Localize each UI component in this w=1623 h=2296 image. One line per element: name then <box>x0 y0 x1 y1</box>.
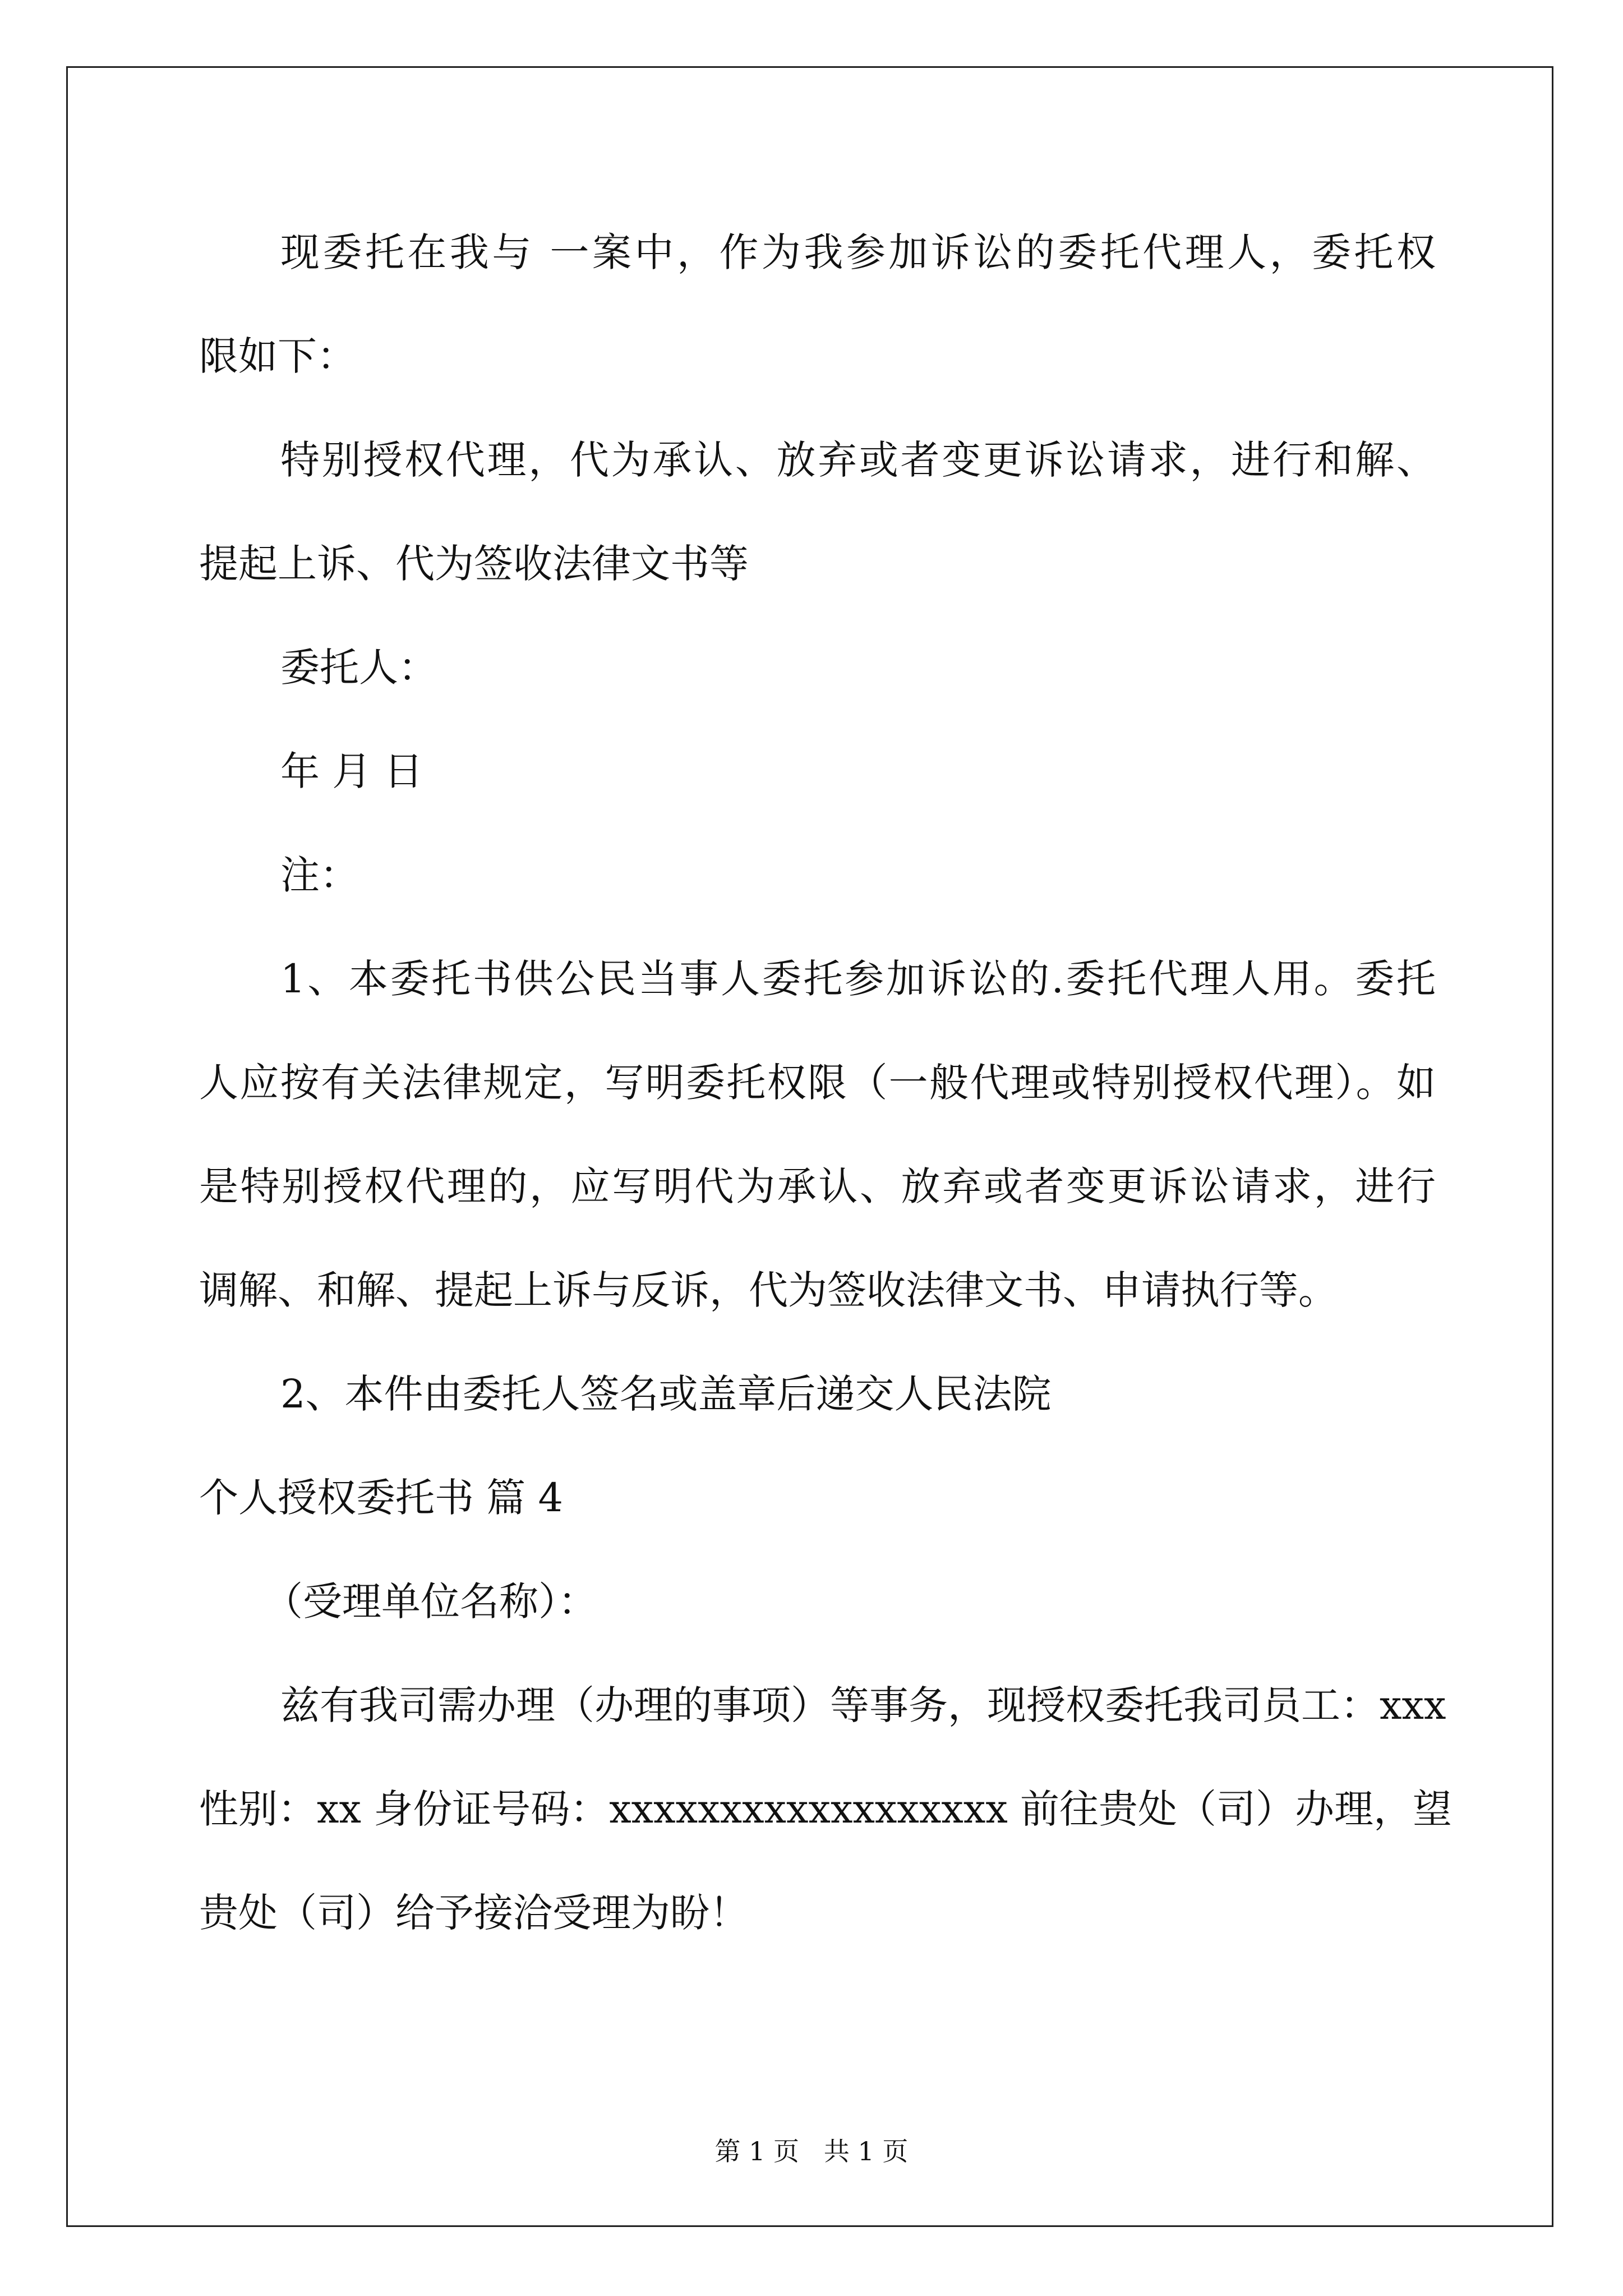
paragraph-line: 调解、和解、提起上诉与反诉，代为签收法律文书、申请执行等。 <box>199 1267 1338 1313</box>
paragraph-line: 人应按有关法律规定，写明委托权限（一般代理或特别授权代理）。如 <box>199 1060 1436 1106</box>
paragraph-line: 是特别授权代理的，应写明代为承认、放弃或者变更诉讼请求，进行 <box>199 1163 1436 1209</box>
paragraph-line: 提起上诉、代为签收法律文书等 <box>199 541 749 587</box>
paragraph-line: 限如下： <box>199 333 356 379</box>
paragraph-line: 贵处（司）给予接洽受理为盼！ <box>199 1890 749 1936</box>
page-footer: 第 1 页 共 1 页 <box>714 2136 909 2166</box>
paragraph-line: 兹有我司需办理（办理的事项）等事务，现授权委托我司员工：xxx <box>280 1682 1446 1728</box>
paragraph-line: 2、本件由委托人签名或盖章后递交人民法院 <box>280 1371 1052 1417</box>
paragraph-line: 现委托在我与 一案中，作为我参加诉讼的委托代理人，委托权 <box>280 229 1436 275</box>
paragraph-line: 委托人： <box>280 645 437 691</box>
section-heading: 个人授权委托书 篇 4 <box>199 1475 564 1521</box>
paragraph-line: 1、本委托书供公民当事人委托参加诉讼的.委托代理人用。委托 <box>280 956 1436 1002</box>
paragraph-line: （受理单位名称）： <box>264 1579 597 1625</box>
paragraph-line: 特别授权代理，代为承认、放弃或者变更诉讼请求，进行和解、 <box>280 437 1436 483</box>
paragraph-line: 注： <box>280 852 359 898</box>
paragraph-line: 性别：xx 身份证号码：xxxxxxxxxxxxxxxxxx 前往贵处（司）办理，望 <box>199 1786 1453 1832</box>
date-line: 年 月 日 <box>280 748 423 794</box>
